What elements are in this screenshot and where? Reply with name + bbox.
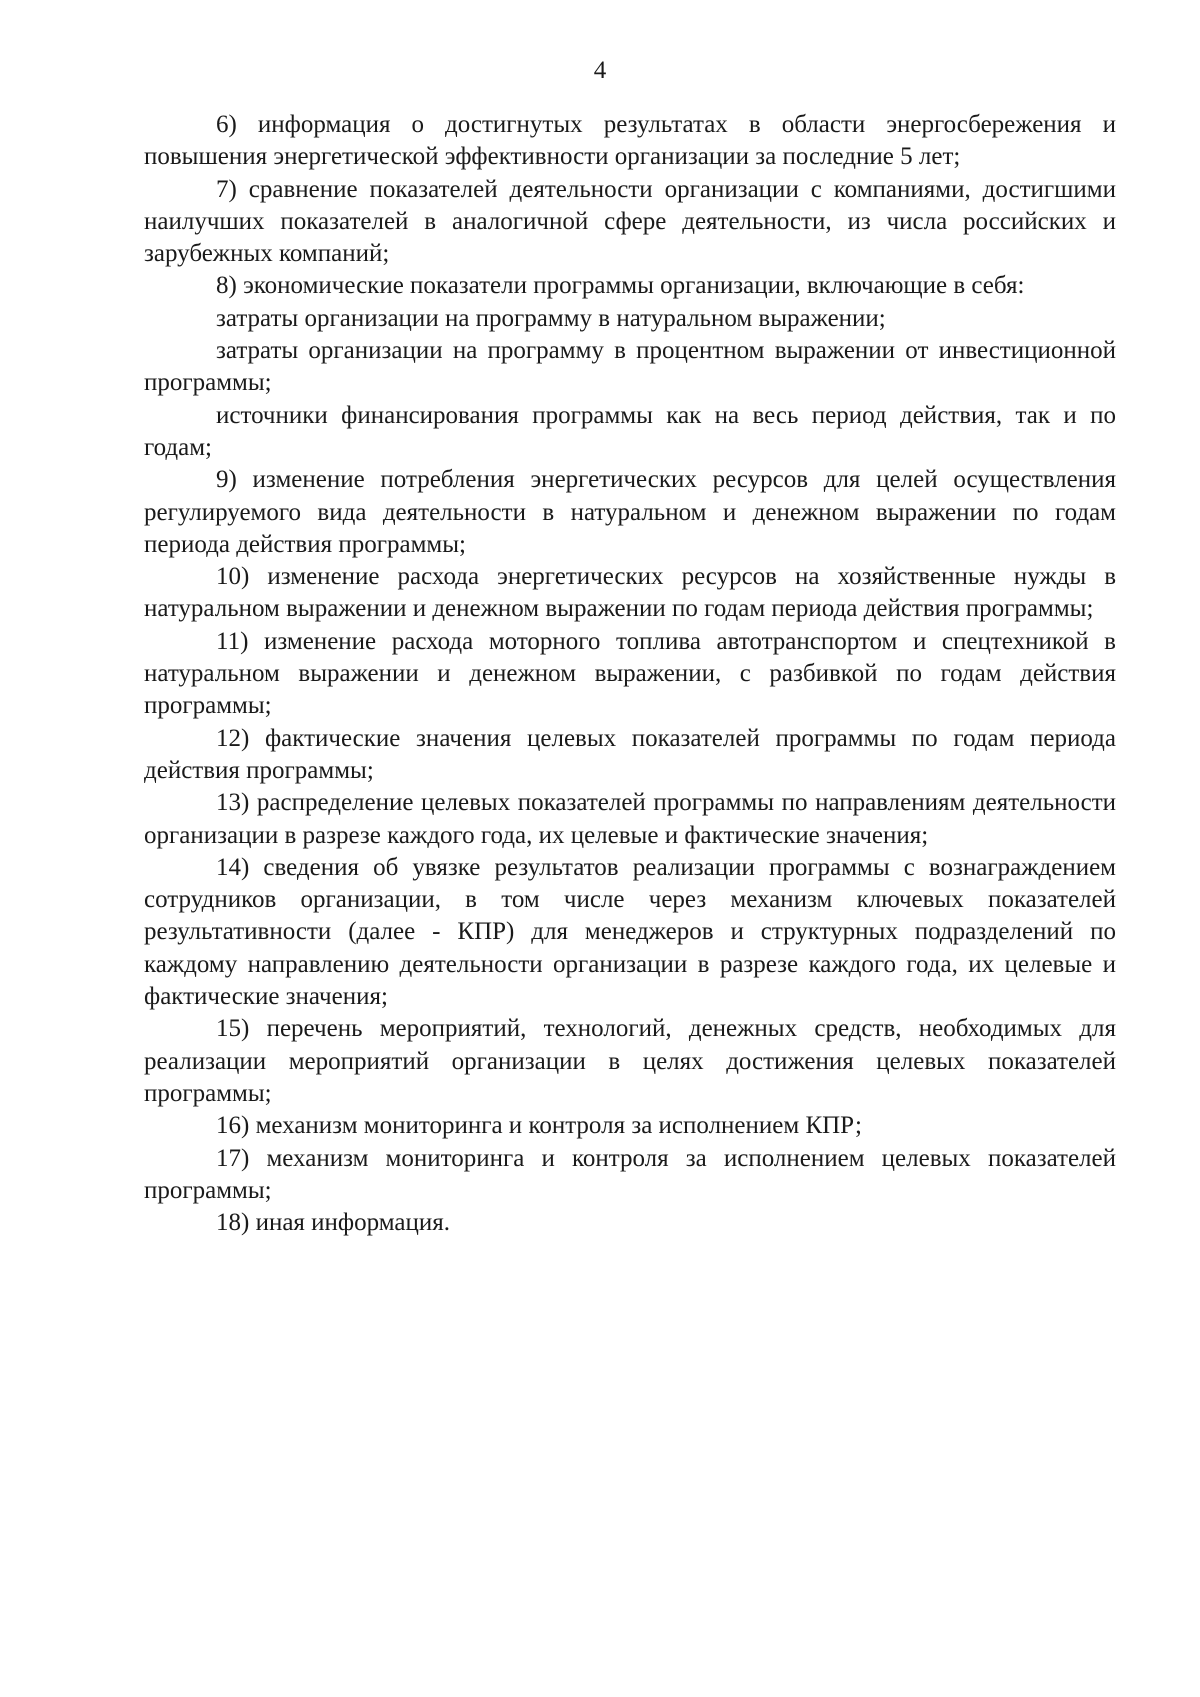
page-number: 4 (593, 57, 607, 84)
paragraph-item-15: 15) перечень мероприятий, технологий, денежных средств, необходимых для реализации мероприятий организации в целях достижения целевых показателей программы; (144, 1015, 1116, 1107)
paragraph-item-8-costs-natural: затраты организации на программу в натуральном выражении; (216, 304, 886, 332)
paragraph-item-7: 7) сравнение показателей деятельности организации с компаниями, достигшими наилучших показателей в аналогичной сфере деятельности, из числа российских и зарубежных компаний; (144, 175, 1116, 268)
paragraph-item-13: 13) распределение целевых показателей программы по направлениям деятельности организации в разрезе каждого года, их целевые и фактические значения; (144, 789, 1116, 849)
paragraph-item-8: 8) экономические показатели программы организации, включающие в себя: (216, 272, 1025, 300)
paragraph-item-17: 17) механизм мониторинга и контроля за исполнением целевых показателей программы; (144, 1144, 1116, 1204)
paragraph-item-6: 6) информация о достигнутых результатах в области энергосбережения и повышения энергетической эффективности организации за последние 5 лет; (144, 111, 1116, 171)
paragraph-item-11: 11) изменение расхода моторного топлива автотранспортом и спецтехникой в натуральном выражении и денежном выражении, с разбивкой по годам действия программы; (144, 627, 1116, 720)
paragraph-item-8-funding-sources: источники финансирования программы как на весь период действия, так и по годам; (144, 401, 1116, 461)
paragraph-item-10: 10) изменение расхода энергетических ресурсов на хозяйственные нужды в натуральном выражении и денежном выражении по годам периода действия программы; (144, 563, 1116, 623)
paragraph-item-18: 18) иная информация. (216, 1209, 451, 1237)
paragraph-item-14: 14) сведения об увязке результатов реализации программы с вознаграждением сотрудников организации, в том числе через механизм ключевых показателей результативности (далее - КПР) для менеджеров и структурных подразделений по каждому направлению деятельности организации в разрезе каждого года, их целевые и фактические значения; (144, 853, 1116, 1011)
paragraph-item-16: 16) механизм мониторинга и контроля за исполнением КПР; (216, 1112, 862, 1140)
document-body (144, 109, 1116, 1239)
paragraph-item-8-costs-percent: затраты организации на программу в процентном выражении от инвестиционной программы; (144, 337, 1116, 397)
paragraph-item-12: 12) фактические значения целевых показателей программы по годам периода действия программы; (144, 724, 1116, 784)
paragraph-item-9: 9) изменение потребления энергетических ресурсов для целей осуществления регулируемого вида деятельности в натуральном и денежном выражении по годам периода действия программы; (144, 466, 1116, 558)
